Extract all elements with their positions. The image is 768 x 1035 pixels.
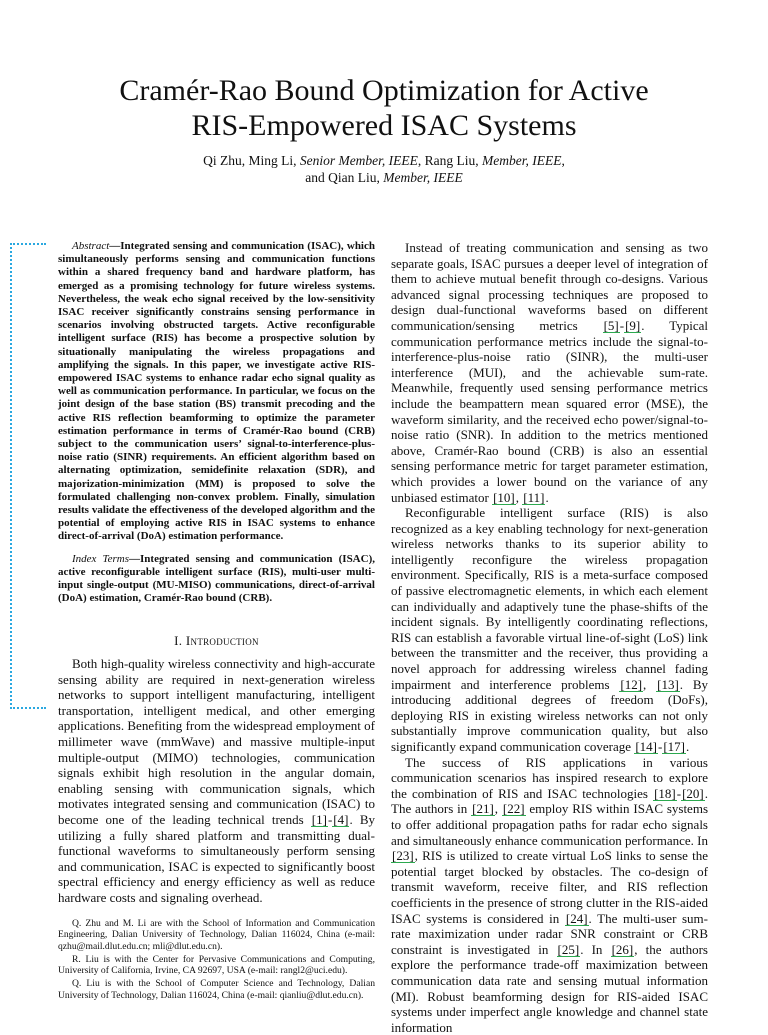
citation-link[interactable]: [21] (472, 801, 494, 817)
author-list (60, 152, 708, 186)
paragraph-text: . By utilizing a fully shared platform and transmitting dual-functional waveforms to simultaneously perform sensing and communication, ISAC is expected to significantly boost spectral efficiency and energy efficiency as well as reduce hardware costs and signaling overhead. (58, 812, 376, 905)
paragraph-text: The success of RIS applications in various communication scenarios has inspired research to explore the combination of RIS and ISAC technologies (391, 754, 708, 801)
paragraph-end: . (545, 489, 549, 505)
author-membership: Member, IEEE (482, 153, 562, 168)
citation-link[interactable]: [18] (654, 785, 676, 801)
body-paragraph (391, 755, 708, 1035)
citation-link[interactable]: [17] (663, 739, 685, 754)
paper-title (60, 73, 708, 143)
paragraph-text: employ RIS within ISAC systems to offer additional propagation paths for radar echo signals and simultaneously enhance communication performance. In (391, 801, 709, 848)
intro-paragraph (58, 656, 375, 906)
citation-dash: - (657, 739, 663, 754)
left-column (58, 240, 375, 1003)
footnote: Q. Zhu and M. Li are with the School of Information and Communication Engineering, Dalian University of Technology, Dalian 116024, China (e-mail: qzhu@mail.dlut.edu.cn; mli@dlut.edu.cn). (58, 917, 375, 952)
section-heading (58, 633, 375, 649)
citation-link[interactable]: [14] (635, 739, 657, 754)
author-membership: Member, IEEE (383, 170, 463, 185)
citation-link[interactable]: [11] (523, 489, 545, 505)
citation-dash: - (619, 317, 625, 333)
citation-separator: , (515, 489, 523, 505)
citation-link[interactable]: [4] (333, 812, 349, 828)
author-names: , Rang Liu, (417, 153, 483, 168)
citation-link[interactable]: [12] (620, 676, 643, 692)
paragraph-text: . The multi-user sum-rate maximization under radar SNR constraint or CRB constraint is investigated in (391, 910, 708, 957)
index-terms-text: —Integrated sensing and communication (ISAC), active reconfigurable intelligent surface (RIS), multi-user multi-input single-output (MU-MISO) communications, direct-of-arrival (DoA) estimation, Cramér-Rao bound (CRB). (58, 552, 375, 605)
paragraph-text: . The authors in (391, 785, 708, 817)
author-names: and Qian Liu, (305, 170, 384, 185)
section-numeral: I. (174, 633, 186, 649)
paragraph-text: , RIS is utilized to create virtual LoS links to sense the potential target blocked by obstacles. The co-design of transmit waveform, receive filter, and RIS reflection coefficients in the presence of strong clutter in the RIS-aided ISAC systems is considered in (391, 848, 708, 926)
paragraph-text: , the authors explore the performance trade-off maximization between communication data rate and sensing mutual information (MI). Robust beamforming design for RIS-aided ISAC systems under imperfect angle knowledge and channel state information (391, 941, 708, 1035)
margin-marker (10, 243, 46, 709)
citation-link[interactable]: [24] (565, 910, 588, 926)
title-line-2: RIS-Empowered ISAC Systems (191, 109, 577, 142)
citation-link[interactable]: [1] (311, 812, 327, 828)
citation-dash: - (327, 812, 333, 828)
author-separator: , (561, 153, 565, 168)
section-title: Introduction (185, 633, 259, 649)
paragraph-text: Reconfigurable intelligent surface (RIS) is also recognized as a key enabling technology for next-generation wireless networks thanks to its superior ability to intelligently reconfigure the wireless propagation environment. Specifically, RIS is a meta-surface composed of passive electromagnetic elements, in which each element can individually and adaptively tune the phase-shifts of the incident signals. By intelligently coordinating reflections, RIS can establish a favorable virtual line-of-sight (LoS) link between the transmitter and the receiver, thus providing a novel approach for addressing wireless channel fading impairment and interference problems (391, 505, 708, 692)
citation-link[interactable]: [20] (682, 785, 704, 801)
body-paragraph (391, 240, 708, 505)
citation-link[interactable]: [9] (625, 317, 641, 333)
citation-link[interactable]: [26] (611, 941, 634, 957)
title-line-1: Cramér-Rao Bound Optimization for Active (119, 74, 649, 107)
author-membership: Senior Member, IEEE (299, 153, 418, 168)
right-column (391, 240, 708, 1035)
body-paragraph (391, 505, 708, 755)
citation-dash: - (676, 785, 682, 801)
citation-link[interactable]: [22] (502, 801, 525, 817)
citation-link[interactable]: [25] (557, 941, 580, 957)
abstract (58, 240, 375, 544)
paragraph-text: . Typical communication performance metrics include the signal-to-interference-plus-noise ratio (SINR), the multi-user interference (MUI), and the achievable sum-rate. Meanwhile, frequently used sensing performance metrics include the beampattern mean squared error (MSE), the waveform similarity, and the received echo power/signal-to-noise ratio (SNR). In addition to the metrics mentioned above, Cramér-Rao bound (CRB) is also an essential sensing performance metric for target parameter estimation, which provides a lower bound on the variance of any unbiased estimator (391, 317, 708, 505)
abstract-text: —Integrated sensing and communication (ISAC), which simultaneously performs sensing and communication functions within a shared frequency band and hardware platform, has emerged as a promising technology for future wireless systems. Nevertheless, the weak echo signal received by the low-sensitivity ISAC receiver significantly constrains sensing performance in scenarios involving obstructed targets. Active reconfigurable intelligent surface (RIS) has become a prospective solution by situationally manipulating the wireless propagations and amplifying the signals. In this paper, we investigate active RIS-empowered ISAC systems to enhance radar echo signal quality as well as communication performance. In particular, we focus on the joint design of the base station (BS) transmit precoding and the active RIS reflection beamforming to optimize the parameter estimation performance in terms of Cramér-Rao bound (CRB) subject to the communication users’ signal-to-interference-plus-noise ratio (SINR) requirements. An efficient algorithm based on alternating optimization, semidefinite relaxation (SDR), and majorization-minimization (MM) is proposed to solve the formulated challenging non-convex problem. Finally, simulation results validate the effectiveness of the developed algorithm and the potential of employing active RIS in ISAC systems to enhance direct-of-arrival (DoA) estimation performance. (58, 240, 375, 543)
paragraph-text: . In (580, 941, 611, 957)
footnote: Q. Liu is with the School of Computer Science and Technology, Dalian University of Technology, Dalian 116024, China (e-mail: qianliu@dlut.edu.cn). (58, 978, 375, 1001)
citation-separator: , (643, 676, 657, 692)
paragraph-end: . (686, 739, 690, 754)
footnotes (58, 918, 375, 1002)
paragraph-text: Instead of treating communication and sensing as two separate goals, ISAC pursues a deeper level of integration of them to achieve mutual benefit through co-designs. Various advanced signal processing techniques are proposed to design dual-functional waveforms based on different communication/sensing metrics (391, 240, 708, 333)
citation-link[interactable]: [5] (603, 317, 619, 333)
citation-separator: , (494, 801, 502, 817)
paragraph-text: Both high-quality wireless connectivity and high-accurate sensing ability are required in next-generation wireless networks to support intelligent manufacturing, intelligent transportation, intelligent medical, and other emerging applications. Benefiting from the widespread employment of millimeter wave (mmWave) and massive multiple-input multiple-output (MIMO) technologies, communication signals exhibit high resolution in the angular domain, enabling sensing with communication signals, which motivates integrated sensing and communication (ISAC) to become one of the leading technical trends (58, 656, 375, 828)
index-terms-label: Index Terms (72, 552, 130, 565)
footnote: R. Liu is with the Center for Pervasive Communications and Computing, University of California, Irvine, CA 92697, USA (e-mail: rangl2@uci.edu). (58, 953, 375, 977)
paragraph-text: . By introducing additional degrees of freedom (DoFs), deploying RIS in existing wireless networks can not only substantially improve communication quality, but also significantly expand communication coverage (391, 676, 709, 754)
citation-link[interactable]: [23] (392, 848, 414, 864)
index-terms (58, 553, 375, 606)
citation-link[interactable]: [10] (493, 489, 515, 505)
abstract-label: Abstract (72, 240, 110, 252)
author-names: Qi Zhu, Ming Li, (203, 153, 300, 168)
citation-link[interactable]: [13] (657, 676, 679, 692)
